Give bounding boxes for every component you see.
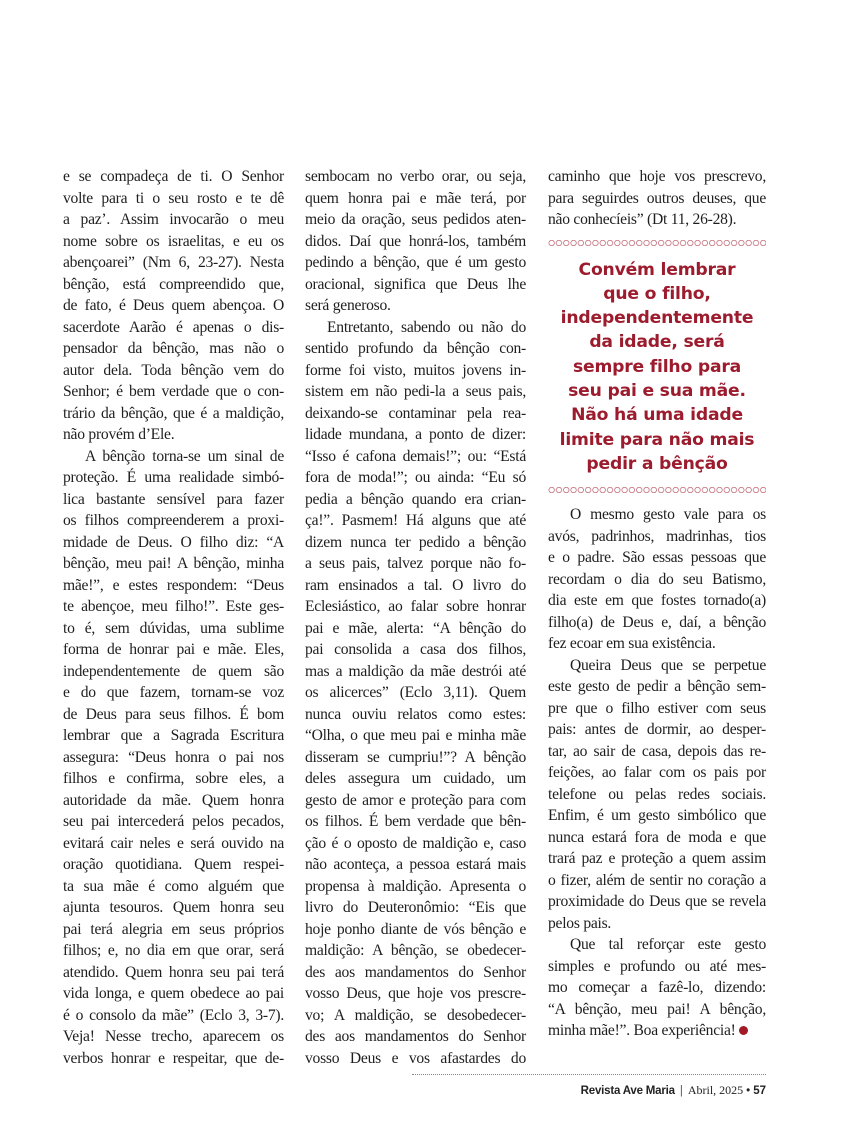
text-line: abençoarei” (Nm 6, 23-27). Nesta <box>63 254 284 271</box>
text-line: de Deus para seus filhos. É bom <box>63 705 284 723</box>
text-line: trará paz e proteção a quem assim <box>548 850 766 868</box>
pull-quote-line: sempre filho para <box>572 356 742 377</box>
text-line: “A bênção, meu pai! A bênção, <box>548 1000 766 1018</box>
text-line: Eclesiástico, ao falar sobre honrar <box>305 598 526 615</box>
text-line: des aos mandamentos do Senhor <box>305 1028 526 1045</box>
text-line: tar, ao sair de casa, depois das re- <box>548 742 766 760</box>
pull-quote <box>548 257 766 479</box>
end-of-article-dot-icon <box>739 1026 748 1035</box>
text-line: verbos honrar e respeitar, que de- <box>63 1049 284 1067</box>
text-line: sembocam no verbo orar, ou seja, <box>305 168 526 185</box>
text-line: forme foi visto, muitos jovens in- <box>305 361 526 379</box>
text-line: a seus pais, talvez porque não fo- <box>305 555 526 572</box>
text-line: pensador da bênção, mas não o <box>63 340 284 357</box>
diamond-divider-bottom <box>548 484 766 496</box>
text-line: pelos pais. <box>548 914 612 932</box>
text-line: fez ecoar em sua existência. <box>548 635 716 653</box>
text-line: bênção, meu pai! A bênção, minha <box>63 555 284 572</box>
text-line: trário da bênção, que é a maldição, <box>63 404 284 422</box>
text-line: pai consolida a casa dos filhos, <box>305 641 526 658</box>
text-line: minha mãe!”. Boa experiência! <box>548 1022 736 1040</box>
text-line: volte para ti o seu rosto e te dê <box>63 189 284 207</box>
diamond-divider-top <box>548 237 766 249</box>
footer-dotted-rule <box>412 1074 766 1075</box>
text-line: será generoso. <box>305 297 391 314</box>
text-line: de fato, é Deus quem abençoa. O <box>63 297 284 314</box>
text-line: bênção, está compreendido que, <box>63 275 284 293</box>
text-line: sacerdote Aarão é apenas o dis- <box>63 318 284 336</box>
text-line: pai terá alegria em seus próprios <box>63 920 284 938</box>
text-line: vida longa, e quem obedece ao pai <box>63 985 284 1002</box>
pull-quote-line: da idade, será <box>589 332 725 353</box>
magazine-name: Revista Ave Maria <box>580 1085 675 1097</box>
text-line: Veja! Nesse trecho, aparecem os <box>63 1028 284 1045</box>
text-line: lidade mundana, a ponto de dizer: <box>305 426 526 443</box>
page-number: 57 <box>753 1085 766 1097</box>
text-line: ça!”. Pasmem! Há alguns que até <box>305 512 526 529</box>
article-column-1 <box>63 166 284 1069</box>
text-line: vo; A maldição, se desobedecer- <box>305 1006 526 1024</box>
text-line: oração quotidiana. Quem respei- <box>63 856 284 873</box>
text-line: Enfim, é um gesto simbólico que <box>548 807 766 825</box>
text-line: didos. Daí que honrá-los, também <box>305 232 526 250</box>
text-line: forma de honrar pai e mãe. Eles, <box>63 641 284 658</box>
text-line: maldição: A bênção, se obedecer- <box>305 942 526 959</box>
text-line: proteção. É uma realidade simbó- <box>63 469 284 486</box>
text-line: o fizer, além de sentir no coração a <box>548 871 766 889</box>
text-line: não provém d’Ele. <box>63 426 175 443</box>
text-line: para seguirdes outros deuses, que <box>548 189 766 207</box>
text-line: autor dela. Toda bênção vem do <box>63 361 284 379</box>
final-line <box>548 1020 766 1042</box>
text-line: e se compadeça de ti. O Senhor <box>63 168 284 185</box>
text-line: os alicerces” (Eclo 3,11). Quem <box>305 684 526 701</box>
text-line: dizem nunca ter pedido a bênção <box>305 533 526 551</box>
text-line: nunca ouviu relatos como estes: <box>305 705 526 723</box>
pull-quote-line: seu pai e sua mãe. <box>568 380 746 401</box>
text-line: ram ensinados a tal. O livro do <box>305 576 526 594</box>
text-line: pedia a bênção quando era crian- <box>305 490 526 508</box>
text-line: não aconteça, a pessoa estará mais <box>305 856 526 873</box>
text-line: deixando-se contaminar pela rea- <box>305 404 526 422</box>
article-column-3 <box>548 166 766 1042</box>
text-line: gesto de amor e proteção para com <box>305 791 526 809</box>
paragraph-start-line: Que tal reforçar este gesto <box>570 936 766 954</box>
text-line: meio da oração, seus pedidos aten- <box>305 211 526 228</box>
footer-bullet: • <box>746 1085 751 1097</box>
text-line: vosso Deus, que hoje vos prescre- <box>305 985 526 1002</box>
text-line: vosso Deus e vos afastardes do <box>305 1049 526 1067</box>
pull-quote-line: Não há uma idade <box>571 405 743 426</box>
text-line: não conhecíeis” (Dt 11, 26-28). <box>548 211 737 228</box>
text-line: evitará cair neles e será ouvido na <box>63 834 284 852</box>
article-column-2 <box>305 166 526 1069</box>
text-line: atendido. Quem honra seu pai terá <box>63 963 284 981</box>
pull-quote-line: independentemente <box>560 308 754 329</box>
text-line: deles assegura um cuidado, um <box>305 770 526 787</box>
text-line: sentido profundo da bênção con- <box>305 340 526 357</box>
page-footer <box>581 1083 766 1098</box>
text-line: e o padre. São essas pessoas que <box>548 549 766 567</box>
text-line: avós, padrinhos, madrinhas, tios <box>548 527 766 545</box>
text-line: ajunta tesouros. Quem honra seu <box>63 899 284 916</box>
text-line: to é, sem dúvidas, uma sublime <box>63 619 284 637</box>
text-line: independentemente de quem são <box>63 662 284 680</box>
text-line: Senhor; é bem verdade que o con- <box>63 383 284 400</box>
text-line: nome sobre os israelitas, e eu os <box>63 232 284 250</box>
text-line: seu pai intercederá pelos pecados, <box>63 813 284 830</box>
pull-quote-line: limite para não mais <box>559 429 755 450</box>
text-line: caminho que hoje vos prescrevo, <box>548 168 766 185</box>
text-line: telefone ou pelas redes sociais. <box>548 785 766 803</box>
text-line: é o consolo da mãe” (Eclo 3, 3-7). <box>63 1006 284 1024</box>
text-line: pre que o filho estiver com seus <box>548 699 766 717</box>
text-line: te abençoe, meu filho!”. Este ges- <box>63 598 284 615</box>
paragraph-start-line: Entretanto, sabendo ou não do <box>327 318 526 336</box>
issue-date: Abril, 2025 <box>687 1083 744 1097</box>
text-line: ta sua mãe é como alguém que <box>63 877 284 895</box>
text-line: livro do Deuteronômio: “Eis que <box>305 899 526 916</box>
text-line: pedindo a bênção, que é um gesto <box>305 254 526 271</box>
text-line: lembrar que a Sagrada Escritura <box>63 727 284 744</box>
text-line: nunca estará fora de moda e que <box>548 828 766 846</box>
text-line: a paz’. Assim invocarão o meu <box>63 211 284 228</box>
text-line: pai e mãe, alerta: “A bênção do <box>305 619 526 637</box>
text-line: mãe!”, e estes respondem: “Deus <box>63 576 284 594</box>
text-line: feições, ao falar com os pais por <box>548 764 766 782</box>
text-line: hoje ponho diante de vós bênção e <box>305 920 526 938</box>
pull-quote-line: Convém lembrar <box>578 259 736 280</box>
text-line: filho(a) de Deus e, daí, a bênção <box>548 613 766 631</box>
text-line: propensa à maldição. Apresenta o <box>305 877 526 895</box>
text-line: pais: antes de dormir, ao desper- <box>548 721 766 739</box>
paragraph-start-line: A bênção torna-se um sinal de <box>85 447 284 465</box>
text-line: recordam o dia do seu Batismo, <box>548 570 766 588</box>
footer-separator: | <box>679 1085 683 1097</box>
text-line: simples e profundo ou até mes- <box>548 957 766 975</box>
text-line: e do que fazem, tornam-se voz <box>63 684 284 701</box>
text-line: sistem em não pedi-la a seus pais, <box>305 383 526 400</box>
text-line: ção é o oposto de maldição e, caso <box>305 834 526 852</box>
paragraph-start-line: Queira Deus que se perpetue <box>570 656 766 674</box>
text-line: midade de Deus. O filho diz: “A <box>63 533 284 551</box>
text-line: este gesto de pedir a bênção sem- <box>548 678 766 696</box>
paragraph-start-line: O mesmo gesto vale para os <box>570 506 766 524</box>
pull-quote-line: que o filho, <box>603 283 711 304</box>
text-line: “Isso é cafona demais!”; ou: “Está <box>305 447 526 465</box>
text-line: mo começar a fazê-lo, dizendo: <box>548 979 766 997</box>
text-line: fora de moda!”; ou ainda: “Eu só <box>305 469 526 486</box>
text-line: oracional, significa que Deus lhe <box>305 275 526 293</box>
text-line: filhos; e, no dia em que orar, será <box>63 942 284 959</box>
text-line: “Olha, o que meu pai e minha mãe <box>305 727 526 744</box>
pull-quote-line: pedir a bênção <box>586 453 728 474</box>
text-line: proximidade do Deus que se revela <box>548 893 766 911</box>
text-line: filhos e confirma, sobre eles, a <box>63 770 284 787</box>
text-line: autoridade da mãe. Quem honra <box>63 791 284 809</box>
text-line: mas a maldição da mãe destrói até <box>305 662 526 680</box>
text-line: des aos mandamentos do Senhor <box>305 963 526 981</box>
text-line: os filhos compreenderem a proxi- <box>63 512 284 529</box>
text-line: lica bastante sensível para fazer <box>63 490 284 508</box>
text-line: assegura: “Deus honra o pai nos <box>63 748 284 766</box>
text-line: os filhos. É bem verdade que bên- <box>305 813 526 830</box>
text-line: dia este em que fostes tornado(a) <box>548 592 766 610</box>
text-line: quem honra pai e mãe terá, por <box>305 189 526 207</box>
text-line: disseram se cumpriu!”? A bênção <box>305 748 526 766</box>
